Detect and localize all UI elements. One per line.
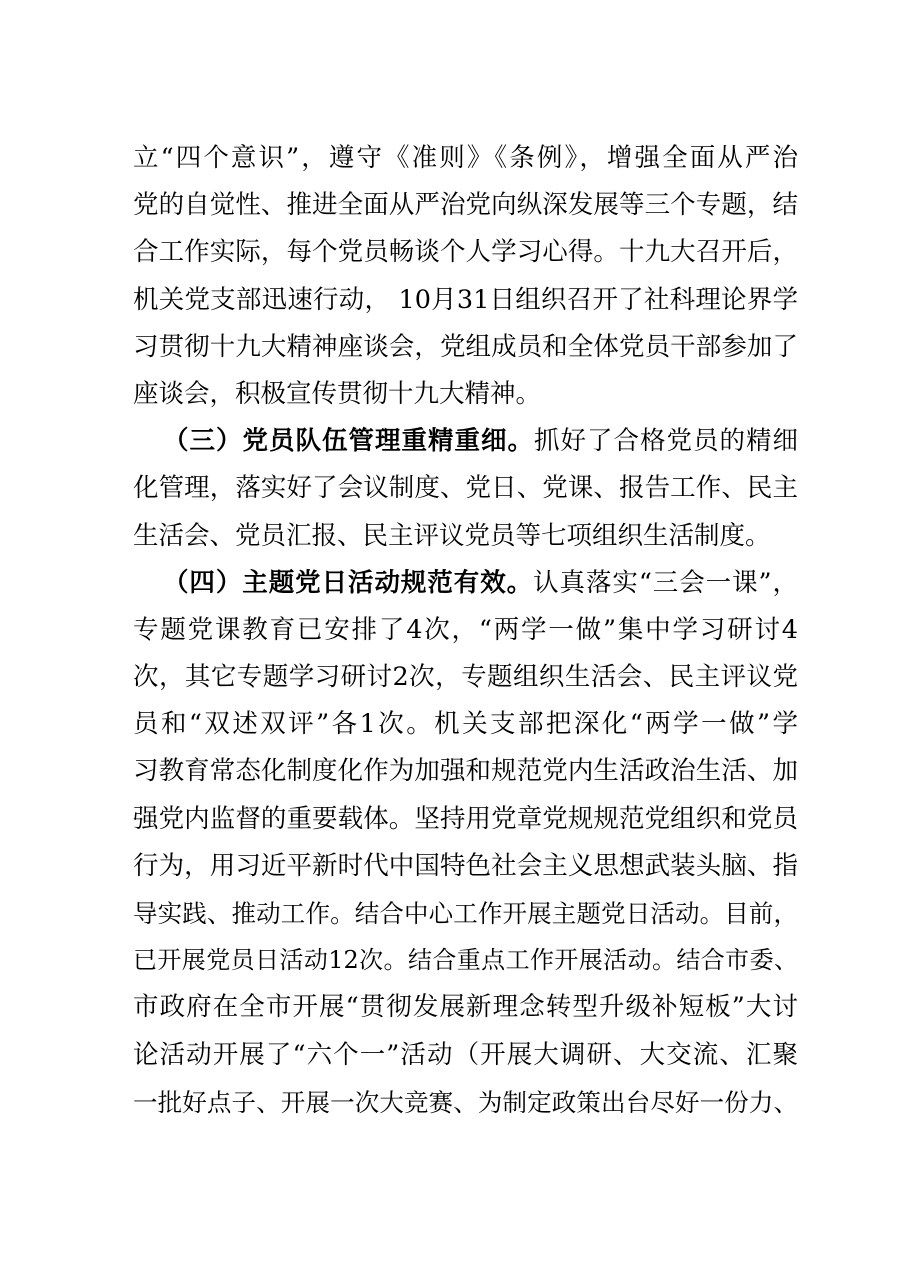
section-4-text: 认真落实“三会一课”， bbox=[533, 567, 798, 598]
text-line: 座谈会，积极宣传贯彻十九大精神。 bbox=[133, 378, 542, 409]
text-line: 导实践、推动工作。结合中心工作开展主题党日活动。目前， bbox=[133, 899, 798, 928]
text-line: 次，其它专题学习研讨2次，专题组织生活会、民主评议党 bbox=[133, 662, 798, 693]
text-line: 习贯彻十九大精神座谈会，党组成员和全体党员干部参加了 bbox=[133, 331, 798, 362]
text-line: 一批好点子、开展一次大竞赛、为制定政策出台尽好一份力、 bbox=[133, 1087, 798, 1117]
text-line: 专题党课教育已安排了4次，“两学一做”集中学习研讨4 bbox=[133, 614, 798, 645]
text-line: 已开展党员日活动12次。结合重点工作开展活动。结合市委、 bbox=[133, 946, 798, 975]
text-line: 市政府在全市开展“贯彻发展新理念转型升级补短板”大讨 bbox=[133, 992, 798, 1023]
section-3-text: 抓好了合格党员的精细 bbox=[533, 426, 798, 457]
text-line: 化管理，落实好了会议制度、党日、党课、报告工作、民主 bbox=[133, 473, 798, 504]
text-line: 习教育常态化制度化作为加强和规范党内生活政治生活、加 bbox=[133, 756, 798, 787]
section-4-heading: （四）主题党日活动规范有效。 bbox=[163, 567, 534, 598]
section-4-first-line bbox=[133, 560, 798, 607]
section-3-heading: （三）党员队伍管理重精重细。 bbox=[163, 426, 534, 457]
text-line: 合工作实际，每个党员畅谈个人学习心得。十九大召开后， bbox=[133, 237, 798, 268]
text-line: 论活动开展了“六个一”活动（开展大调研、大交流、汇聚 bbox=[133, 1039, 798, 1070]
text-line: 生活会、党员汇报、民主评议党员等七项组织生活制度。 bbox=[133, 520, 771, 551]
text-line: 员和“双述双评”各1次。机关支部把深化“两学一做”学 bbox=[133, 709, 798, 740]
body-text bbox=[133, 135, 798, 1126]
section-3-first-line bbox=[133, 418, 798, 465]
text-line: 党的自觉性、推进全面从严治党向纵深发展等三个专题，结 bbox=[133, 190, 798, 221]
text-line: 行为，用习近平新时代中国特色社会主义思想武装头脑、指 bbox=[133, 850, 798, 881]
text-line: 强党内监督的重要载体。坚持用党章党规规范党组织和党员 bbox=[133, 803, 798, 834]
text-line: 立“四个意识”，遵守《准则》《条例》，增强全面从严治 bbox=[133, 143, 798, 173]
text-line: 机关党支部迅速行动， 10月31日组织召开了社科理论界学 bbox=[133, 284, 798, 315]
